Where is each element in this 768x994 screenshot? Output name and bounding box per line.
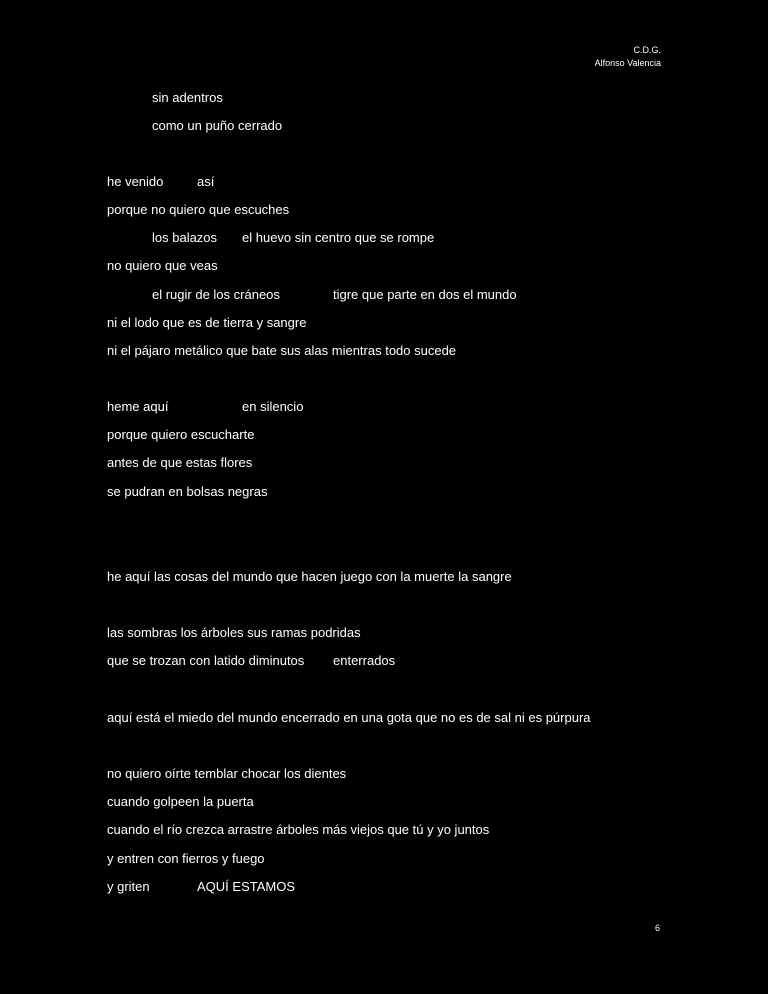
poem-line: el rugir de los cráneos (152, 287, 280, 302)
poem-line: he venido (107, 174, 164, 189)
page-number: 6 (655, 923, 661, 933)
poem-line: aquí está el miedo del mundo encerrado en una gota que no es de sal ni es púrpura (107, 710, 591, 725)
poem-line: ni el lodo que es de tierra y sangre (107, 315, 307, 330)
poem-line: no quiero oírte temblar chocar los dientes (107, 766, 347, 781)
poem-line: porque quiero escucharte (107, 427, 255, 442)
poem-line: los balazos (152, 230, 218, 245)
poem-line-fragment: el huevo sin centro que se rompe (242, 230, 435, 245)
poem-line: las sombras los árboles sus ramas podridas (107, 625, 361, 640)
poem-line: cuando golpeen la puerta (107, 794, 254, 809)
poem-line: porque no quiero que escuches (107, 202, 290, 217)
header-author: Alfonso Valencia (594, 58, 661, 68)
header-initials: C.D.G. (633, 45, 661, 55)
poem-line: se pudran en bolsas negras (107, 484, 268, 499)
poem-line: antes de que estas flores (107, 455, 253, 470)
poem-line: cuando el río crezca arrastre árboles más viejos que tú y yo juntos (107, 822, 490, 837)
poem-line: sin adentros (152, 90, 223, 105)
poem-line: como un puño cerrado (152, 118, 283, 133)
poem-line: y griten (107, 879, 150, 894)
poem-line: y entren con fierros y fuego (107, 851, 265, 866)
poem-line-fragment: en silencio (242, 399, 304, 414)
poem-line-fragment: así (197, 174, 215, 189)
poem-line: que se trozan con latido diminutos (107, 653, 305, 668)
poem-line: ni el pájaro metálico que bate sus alas mientras todo sucede (107, 343, 457, 358)
poem-line: heme aquí (107, 399, 169, 414)
poem-line: no quiero que veas (107, 258, 218, 273)
poem-line-fragment: enterrados (333, 653, 396, 668)
poem-line-fragment: tigre que parte en dos el mundo (333, 287, 517, 302)
poem-line-fragment: AQUÍ ESTAMOS (197, 879, 295, 894)
poem-line: he aquí las cosas del mundo que hacen juego con la muerte la sangre (107, 569, 512, 584)
